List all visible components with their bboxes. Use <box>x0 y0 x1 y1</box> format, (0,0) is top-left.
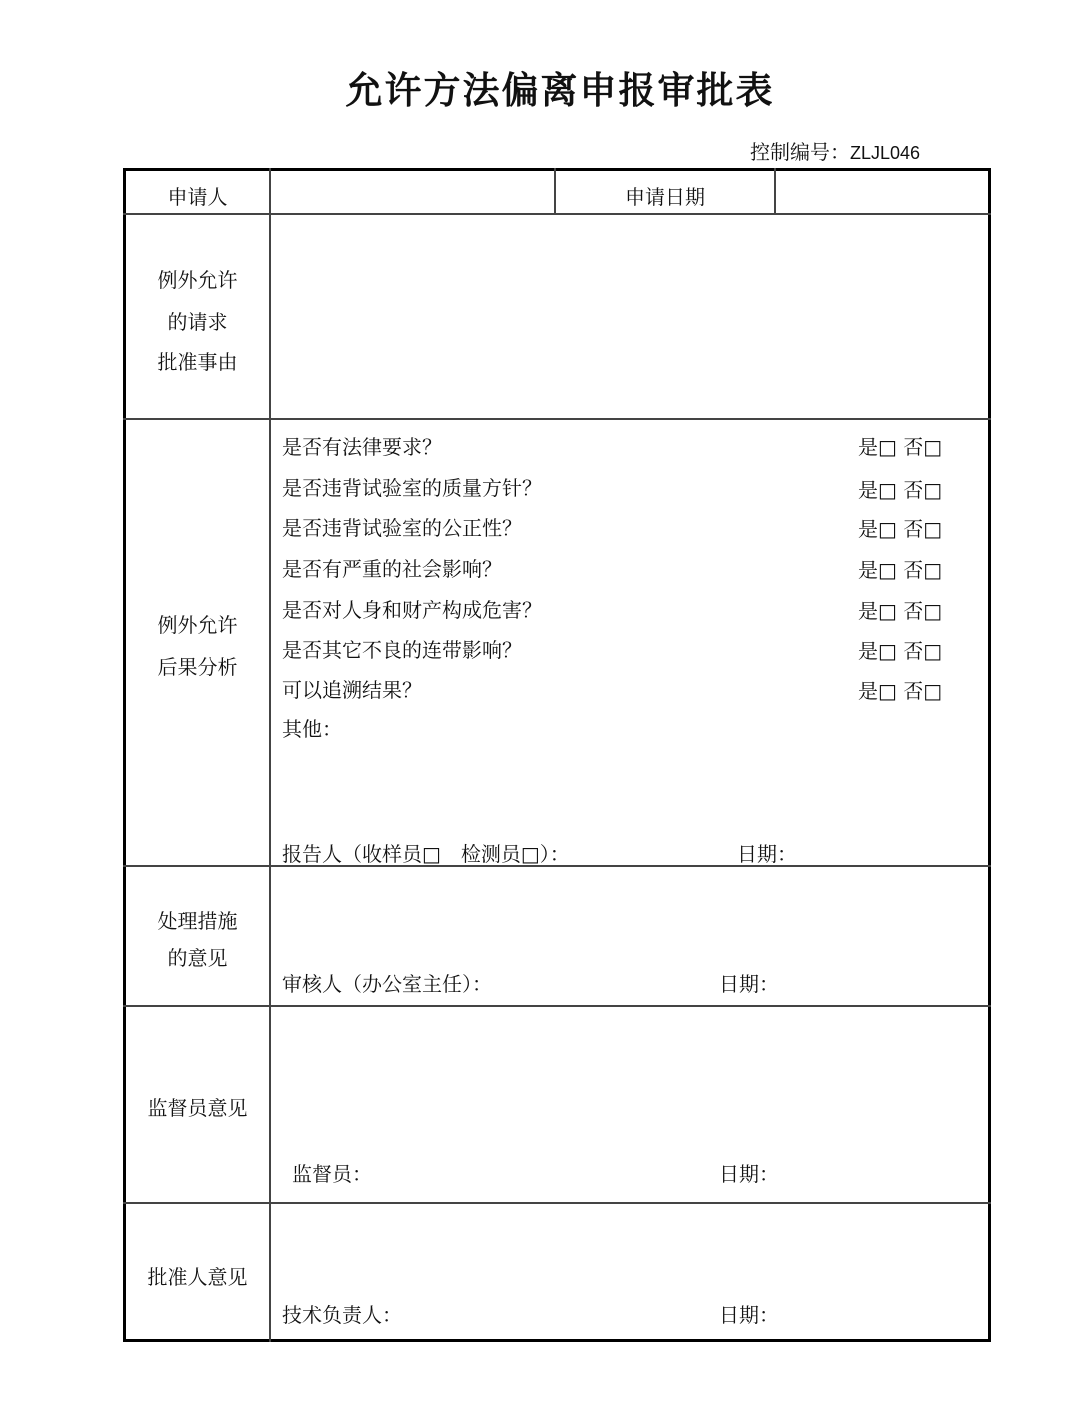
yes-no-checkboxes[interactable]: 是□ 否□ <box>858 558 943 582</box>
reason-label-line-1: 例外允许 <box>157 268 238 292</box>
approver-opinion-label: 批准人意见 <box>147 1265 248 1289</box>
reporter-date-label: 日期： <box>737 842 797 866</box>
supervisor-date-label: 日期： <box>719 1162 779 1186</box>
control-number <box>750 136 920 165</box>
yes-no-checkboxes[interactable]: 是□ 否□ <box>858 679 943 703</box>
question-text: 是否有严重的社会影响？ <box>282 557 502 581</box>
form-title: 允许方法偏离申报审批表 <box>345 69 775 112</box>
question-text: 是否其它不良的连带影响？ <box>282 638 522 662</box>
reviewer-date-label: 日期： <box>719 972 779 996</box>
yes-no-checkboxes[interactable]: 是□ 否□ <box>858 517 943 541</box>
control-number-value: ZLJL046 <box>850 143 921 163</box>
yes-no-checkboxes[interactable]: 是□ 否□ <box>858 599 943 623</box>
question-text: 是否有法律要求？ <box>282 435 442 459</box>
question-text: 是否违背试验室的质量方针？ <box>282 476 542 500</box>
control-number-label: 控制编号： <box>750 140 850 164</box>
reason-label-line-2: 的请求 <box>167 310 228 334</box>
consequence-label-line-2: 后果分析 <box>157 655 238 679</box>
approver-signer-label: 技术负责人： <box>282 1303 402 1327</box>
yes-no-checkboxes[interactable]: 是□ 否□ <box>858 478 943 502</box>
row-divider <box>123 418 991 420</box>
label-column-divider <box>269 168 271 1342</box>
supervisor-opinion-label: 监督员意见 <box>147 1096 248 1120</box>
supervisor-signer-label: 监督员： <box>292 1162 372 1186</box>
applicant-label: 申请人 <box>167 185 228 209</box>
reason-label-line-3: 批准事由 <box>157 350 238 374</box>
question-text: 是否对人身和财产构成危害？ <box>282 598 542 622</box>
yes-no-checkboxes[interactable]: 是□ 否□ <box>858 435 943 459</box>
question-text: 是否违背试验室的公正性？ <box>282 516 522 540</box>
yes-no-checkboxes[interactable]: 是□ 否□ <box>858 639 943 663</box>
measures-label-line-1: 处理措施 <box>157 909 238 933</box>
reporter-label: 报告人（收样员□ 检测员□）： <box>282 842 570 866</box>
other-label: 其他： <box>282 717 342 741</box>
approver-date-label: 日期： <box>719 1303 779 1327</box>
consequence-label-line-1: 例外允许 <box>157 613 238 637</box>
row-divider <box>123 1005 991 1007</box>
measures-label-line-2: 的意见 <box>167 946 228 970</box>
row-divider <box>123 1202 991 1204</box>
application-date-label: 申请日期 <box>625 185 705 209</box>
header-column-divider <box>774 168 776 214</box>
reason-field[interactable] <box>272 216 986 416</box>
reviewer-label: 审核人（办公室主任）： <box>282 972 492 996</box>
question-text: 可以追溯结果？ <box>282 678 422 702</box>
